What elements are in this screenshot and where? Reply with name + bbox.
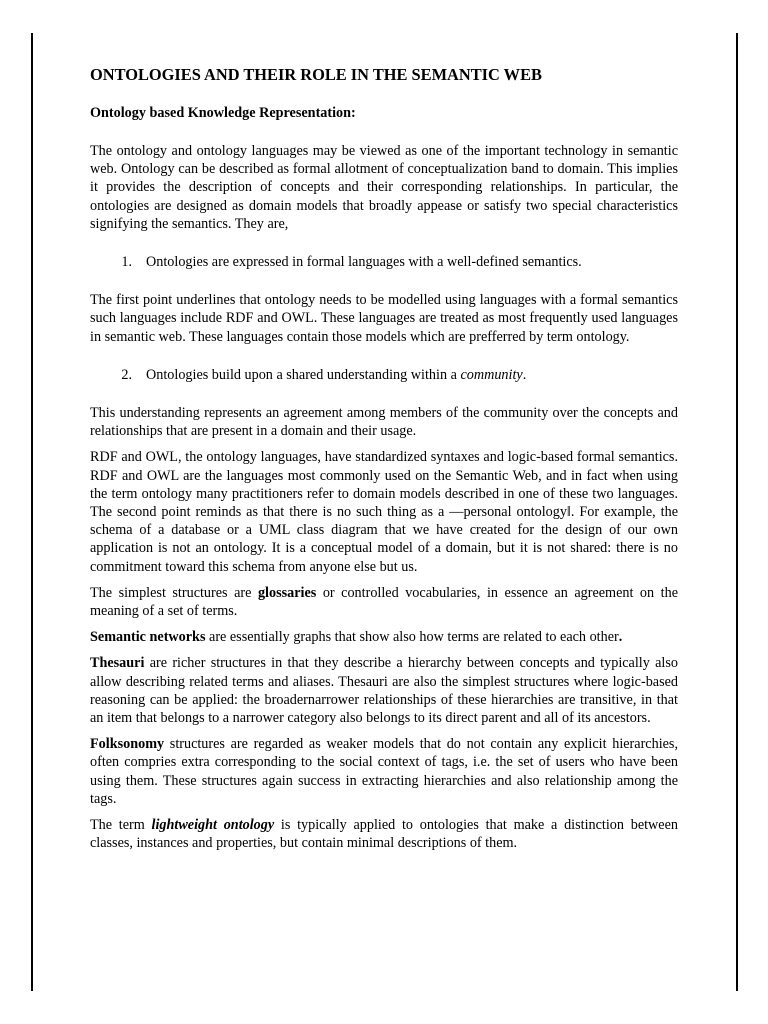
paragraph-glossaries bbox=[90, 584, 678, 620]
paragraph-intro: The ontology and ontology languages may be viewed as one of the important technology in semantic web. Ontology can be described as formal allotment of conceptualization band to domain. This implies it provides the description of concepts and their corresponding relationships. In particular, the ontologies are designed as domain models that broadly appease or satisfy two special characteristics signifying the semantics. They are, bbox=[90, 143, 678, 232]
text-run: or controlled vocabularies, in essence an agreement on the meaning of a set of terms. bbox=[90, 584, 678, 620]
text-run: are essentially graphs that show also how terms are related to each other bbox=[205, 629, 619, 646]
list-text: Ontologies are expressed in formal languages with a well-defined semantics. bbox=[146, 254, 582, 271]
section-heading: Ontology based Knowledge Representation: bbox=[90, 105, 356, 121]
text-run: structures are regarded as weaker models that do not contain any explicit hierarchies, often compries extra corresponding to the social context of tags, i.e. the set of users who have been using them. These structures again success in extracting hierarchies and also relationship among the tags. bbox=[90, 736, 678, 807]
text-run: are richer structures in that they describe a hierarchy between concepts and typically also allow describing related terms and aliases. Thesauri are also the simplest structures where logic-based reasoning can be applied: the broadernarrower relationships of these hierarchies are transitive, in that an item that belongs to a narrower category also belongs to its direct parent and all of its ancestors. bbox=[90, 655, 678, 727]
list-number: 2. bbox=[121, 366, 132, 383]
paragraph-semantic-networks bbox=[90, 628, 678, 646]
term-lightweight-ontology: lightweight ontology bbox=[151, 817, 275, 834]
text-run-end: . bbox=[618, 629, 623, 646]
paragraph-thesauri bbox=[90, 654, 678, 727]
paragraph-folksonomy bbox=[90, 735, 678, 808]
text-run: The term bbox=[90, 817, 152, 834]
left-margin-rule bbox=[31, 33, 33, 991]
paragraph-rdf-owl: RDF and OWL, the ontology languages, have standardized syntaxes and logic-based formal semantics. RDF and OWL are the languages most commonly used on the Semantic Web, and in fact when using the term ontology many practitioners refer to domain models described in one of these two languages. The second point reminds as that there is no such thing as a ―personal ontology‖. For example, the schema of a database or a UML class diagram that we have created for the design of our own application is not an ontology. It is a conceptual model of a domain, but it is not shared: there is no commitment toward this schema from anyone else but us. bbox=[90, 449, 678, 575]
term-semantic-networks: Semantic networks bbox=[90, 629, 206, 646]
right-margin-rule bbox=[736, 33, 738, 991]
term-thesauri: Thesauri bbox=[90, 655, 145, 672]
list-number: 1. bbox=[121, 254, 132, 271]
list-text bbox=[132, 366, 526, 384]
list-text-italic: community bbox=[460, 366, 523, 383]
term-folksonomy: Folksonomy bbox=[90, 736, 165, 753]
text-run: is typically applied to ontologies that make a distinction between classes, instances and properties, but contain minimal descriptions of them. bbox=[90, 817, 678, 852]
paragraph-understanding: This understanding represents an agreement among members of the community over the concepts and relationships that are present in a domain and their usage. bbox=[90, 405, 678, 440]
list-text-before: Ontologies build upon a shared understanding within a bbox=[146, 366, 461, 383]
list-item-2 bbox=[90, 366, 678, 384]
text-run: The simplest structures are bbox=[90, 584, 258, 601]
document-body bbox=[90, 64, 678, 861]
list-text-after: . bbox=[522, 366, 527, 383]
document-title: ONTOLOGIES AND THEIR ROLE IN THE SEMANTIC WEB bbox=[90, 65, 542, 84]
list-item-1 bbox=[90, 253, 678, 271]
paragraph-first-point: The first point underlines that ontology needs to be modelled using languages with a formal semantics such languages include RDF and OWL. These languages are treated as most frequently used languages in semantic web. These languages contain those models which are prefferred by term ontology. bbox=[90, 292, 678, 345]
term-glossaries: glossaries bbox=[257, 584, 317, 601]
paragraph-lightweight-ontology bbox=[90, 816, 678, 852]
